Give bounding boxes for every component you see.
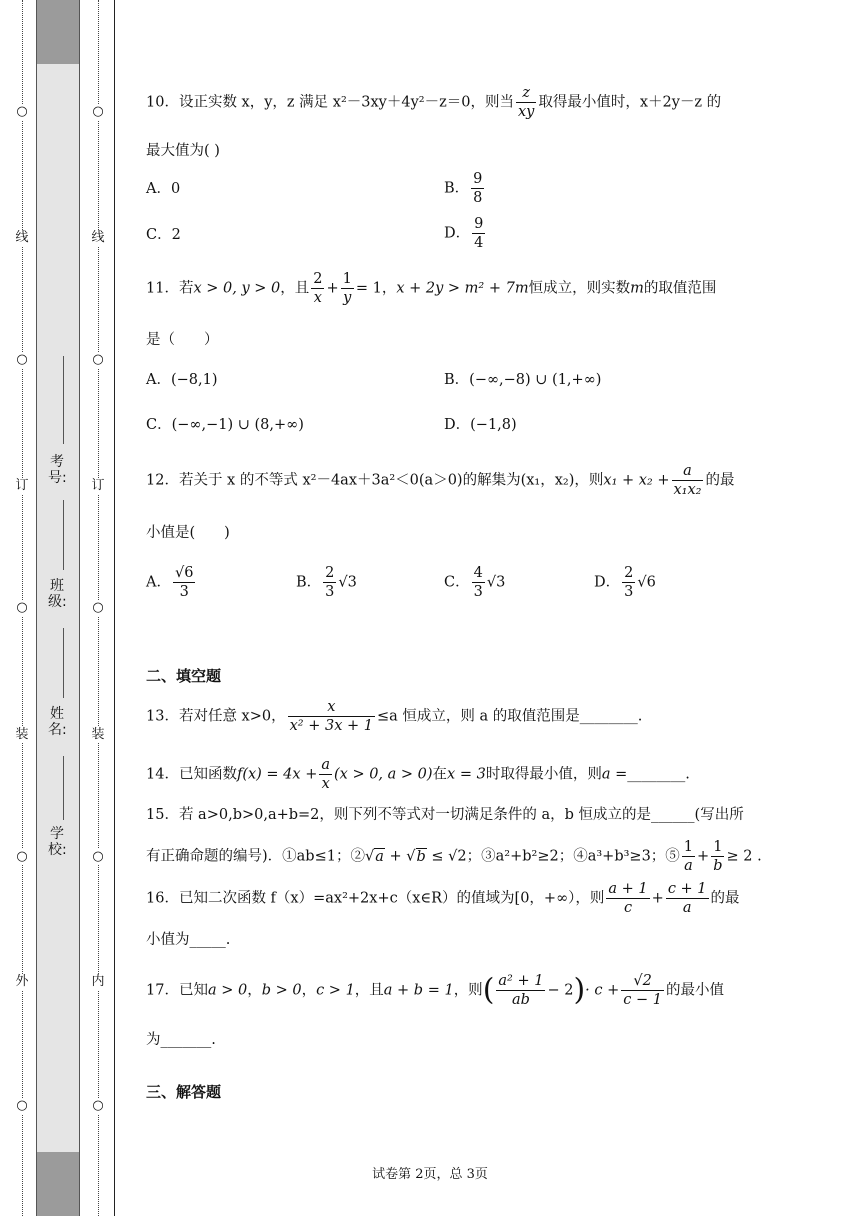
section-3-heading: 三、解答题: [146, 1083, 222, 1101]
field-kaohao-line: [63, 356, 64, 444]
q10-option-d: D． $\frac{9}{4}$: [444, 216, 484, 251]
outer-mark-zhuang: 装: [15, 727, 29, 742]
inner-mark-nei: 内: [91, 974, 105, 989]
q10-fraction: $\frac{z}{xy}$: [517, 85, 535, 120]
circle-mark: ○: [14, 849, 30, 865]
question-10-line1: [146, 84, 721, 121]
circle-mark: ○: [90, 352, 106, 368]
circle-mark: ○: [14, 104, 30, 120]
outer-mark-ding: 订: [15, 478, 29, 493]
question-17-line2: 为_______.: [146, 1032, 216, 1048]
q10-text: 10．设正实数 x，y，z 满足 x²－3xy＋4y²－z＝0，则当: [146, 94, 514, 111]
binding-panel-bottom: [36, 1152, 80, 1216]
field-banji-line: [63, 500, 64, 570]
q12-option-c: C． $\frac{4}{3}$ √3: [444, 565, 506, 600]
q10-option-a: A．0: [146, 181, 181, 197]
q12-option-a: A． $\frac{√6}{3}$: [146, 565, 194, 600]
q11-option-a: A．(−8,1): [146, 372, 218, 388]
circle-mark: ○: [90, 849, 106, 865]
q11-option-d: D．(−1,8): [444, 417, 517, 433]
field-kaohao-label: 考号:: [48, 454, 67, 486]
binding-panel-top: [36, 0, 80, 64]
inner-mark-ding: 订: [91, 478, 105, 493]
q11-option-b: B．(−∞,−8) ∪ (1,+∞): [444, 372, 602, 388]
question-16-line1: 16．已知二次函数 f（x）=ax²+2x+c（x∈R）的值域为[0，+∞），则 $\frac{a + 1}{c}$ + $\frac{c + 1}{a}$ 的最: [146, 881, 740, 916]
question-12-line1: 12．若关于 x 的不等式 x²－4ax＋3a²＜0(a＞0)的解集为(x₁，x₂)，则x₁ + x₂ + $\frac{a}{\text{x₁x₂}}$ 的最: [146, 463, 735, 498]
field-xingming-label: 姓名:: [48, 706, 67, 738]
circle-mark: ○: [14, 352, 30, 368]
question-10-line2: 最大值为( ): [146, 143, 220, 159]
question-11-line1: 11．若x > 0, y > 0，且 $\frac{2}{x}$ + $\frac{1}{y}$ = 1，x + 2y > m² + 7m恒成立，则实数m的取值范围: [146, 271, 717, 306]
outer-mark-xian: 线: [15, 230, 29, 245]
q11-option-c: C．(−∞,−1) ∪ (8,+∞): [146, 417, 304, 433]
q10-option-c: C．2: [146, 227, 181, 243]
q10-text-b: 取得最小值时，x＋2y－z 的: [538, 94, 722, 111]
field-xingming-line: [63, 628, 64, 698]
question-17-line1: 17．已知a > 0，b > 0，c > 1，且a + b = 1，则( $\frac{\text{a² + 1}}{ab}$ − 2)· c + $\frac{√2}{c - 1}$ 的最小值: [146, 972, 724, 1008]
q12-option-b: B． $\frac{2}{3}$ √3: [296, 565, 357, 600]
question-13: 13．若对任意 x>0， $\frac{x}{\text{x² + 3x + 1}}$ ≤a 恒成立，则 a 的取值范围是________.: [146, 699, 643, 734]
circle-mark: ○: [90, 600, 106, 616]
section-2-heading: 二、填空题: [146, 667, 222, 685]
inner-mark-xian: 线: [91, 230, 105, 245]
outer-mark-wai: 外: [15, 974, 29, 989]
inner-mark-zhuang: 装: [91, 727, 105, 742]
q12-option-d: D． $\frac{2}{3}$ √6: [594, 565, 656, 600]
circle-mark: ○: [90, 1098, 106, 1114]
q10-option-b: B． $\frac{9}{8}$: [444, 171, 483, 206]
circle-mark: ○: [90, 104, 106, 120]
question-15-line1: 15．若 a>0,b>0,a+b=2，则下列不等式对一切满足条件的 a，b 恒成立的是______(写出所: [146, 807, 744, 823]
margin-border: [114, 0, 115, 1216]
question-12-line2: 小值是( ): [146, 525, 230, 541]
question-11-line2: 是（ ）: [146, 332, 219, 348]
circle-mark: ○: [14, 600, 30, 616]
circle-mark: ○: [14, 1098, 30, 1114]
field-banji-label: 班级:: [48, 578, 67, 610]
question-16-line2: 小值为_____.: [146, 932, 231, 948]
question-15-line2: 有正确命题的编号)．①ab≤1；②√a + √b ≤ √2；③a²+b²≥2；④a³+b³≥3；⑤ $\frac{1}{a}$ + $\frac{1}{b}$ ≥ 2 .: [146, 839, 762, 874]
page-footer: 试卷第 2页，总 3页: [372, 1167, 488, 1182]
field-xuexiao-line: [63, 756, 64, 820]
field-xuexiao-label: 学校:: [48, 826, 67, 858]
question-14: 14．已知函数f(x) = 4x + $\frac{a}{x}$ (x > 0, a > 0)在x = 3时取得最小值，则a =________.: [146, 757, 690, 792]
